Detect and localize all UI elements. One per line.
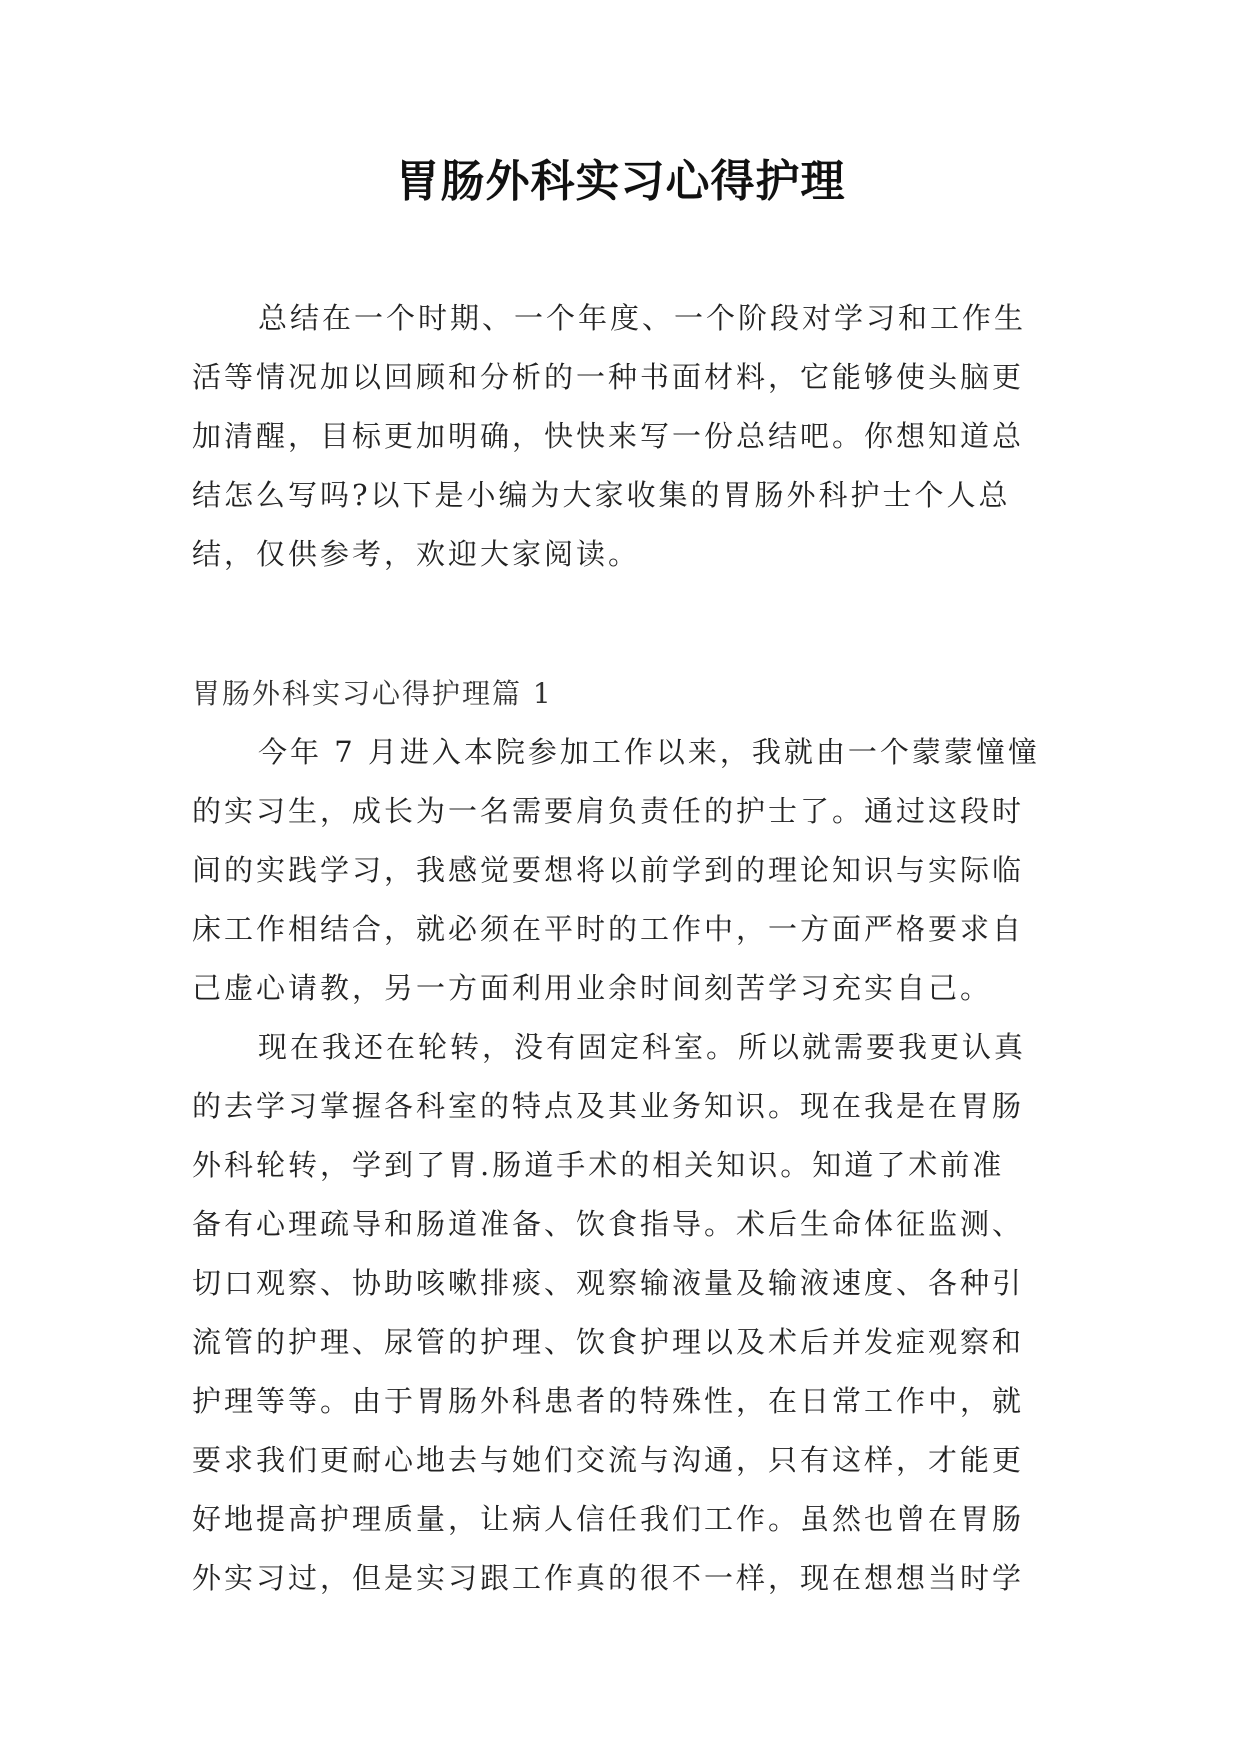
paragraph-1 [192, 723, 1053, 1018]
text-line: 好地提高护理质量，让病人信任我们工作。虽然也曾在胃肠 [192, 1502, 1025, 1536]
text-line: 今年 7 月进入本院参加工作以来，我就由一个蒙蒙憧憧 [258, 735, 1040, 769]
text-line: 的实习生，成长为一名需要肩负责任的护士了。通过这段时 [192, 794, 1025, 828]
text-line: 活等情况加以回顾和分析的一种书面材料，它能够使头脑更 [192, 360, 1025, 394]
document-body [192, 289, 1053, 1608]
text-line: 流管的护理、尿管的护理、饮食护理以及术后并发症观察和 [192, 1325, 1025, 1359]
paragraph-gap [192, 584, 1053, 664]
text-line: 结怎么写吗?以下是小编为大家收集的胃肠外科护士个人总 [192, 478, 1011, 512]
text-line: 要求我们更耐心地去与她们交流与沟通，只有这样，才能更 [192, 1443, 1025, 1477]
text-line: 切口观察、协助咳嗽排痰、观察输液量及输液速度、各种引 [192, 1266, 1025, 1300]
text-line: 外科轮转，学到了胃.肠道手术的相关知识。知道了术前准 [192, 1148, 1005, 1182]
paragraph-2 [192, 1018, 1053, 1608]
text-line: 护理等等。由于胃肠外科患者的特殊性，在日常工作中，就 [192, 1384, 1025, 1418]
intro-paragraph [192, 289, 1053, 584]
text-line: 备有心理疏导和肠道准备、饮食指导。术后生命体征监测、 [192, 1207, 1025, 1241]
text-line: 外实习过，但是实习跟工作真的很不一样，现在想想当时学 [192, 1561, 1025, 1595]
text-line: 己虚心请教，另一方面利用业余时间刻苦学习充实自己。 [192, 971, 993, 1005]
text-line: 现在我还在轮转，没有固定科室。所以就需要我更认真 [258, 1030, 1027, 1064]
text-line: 结，仅供参考，欢迎大家阅读。 [192, 537, 641, 571]
text-line: 间的实践学习，我感觉要想将以前学到的理论知识与实际临 [192, 853, 1025, 887]
section-heading: 胃肠外科实习心得护理篇 1 [192, 677, 553, 710]
document-title: 胃肠外科实习心得护理 [395, 156, 846, 207]
text-line: 加清醒，目标更加明确，快快来写一份总结吧。你想知道总 [192, 419, 1025, 453]
text-line: 总结在一个时期、一个年度、一个阶段对学习和工作生 [258, 301, 1027, 335]
text-line: 床工作相结合，就必须在平时的工作中，一方面严格要求自 [192, 912, 1025, 946]
text-line: 的去学习掌握各科室的特点及其业务知识。现在我是在胃肠 [192, 1089, 1025, 1123]
